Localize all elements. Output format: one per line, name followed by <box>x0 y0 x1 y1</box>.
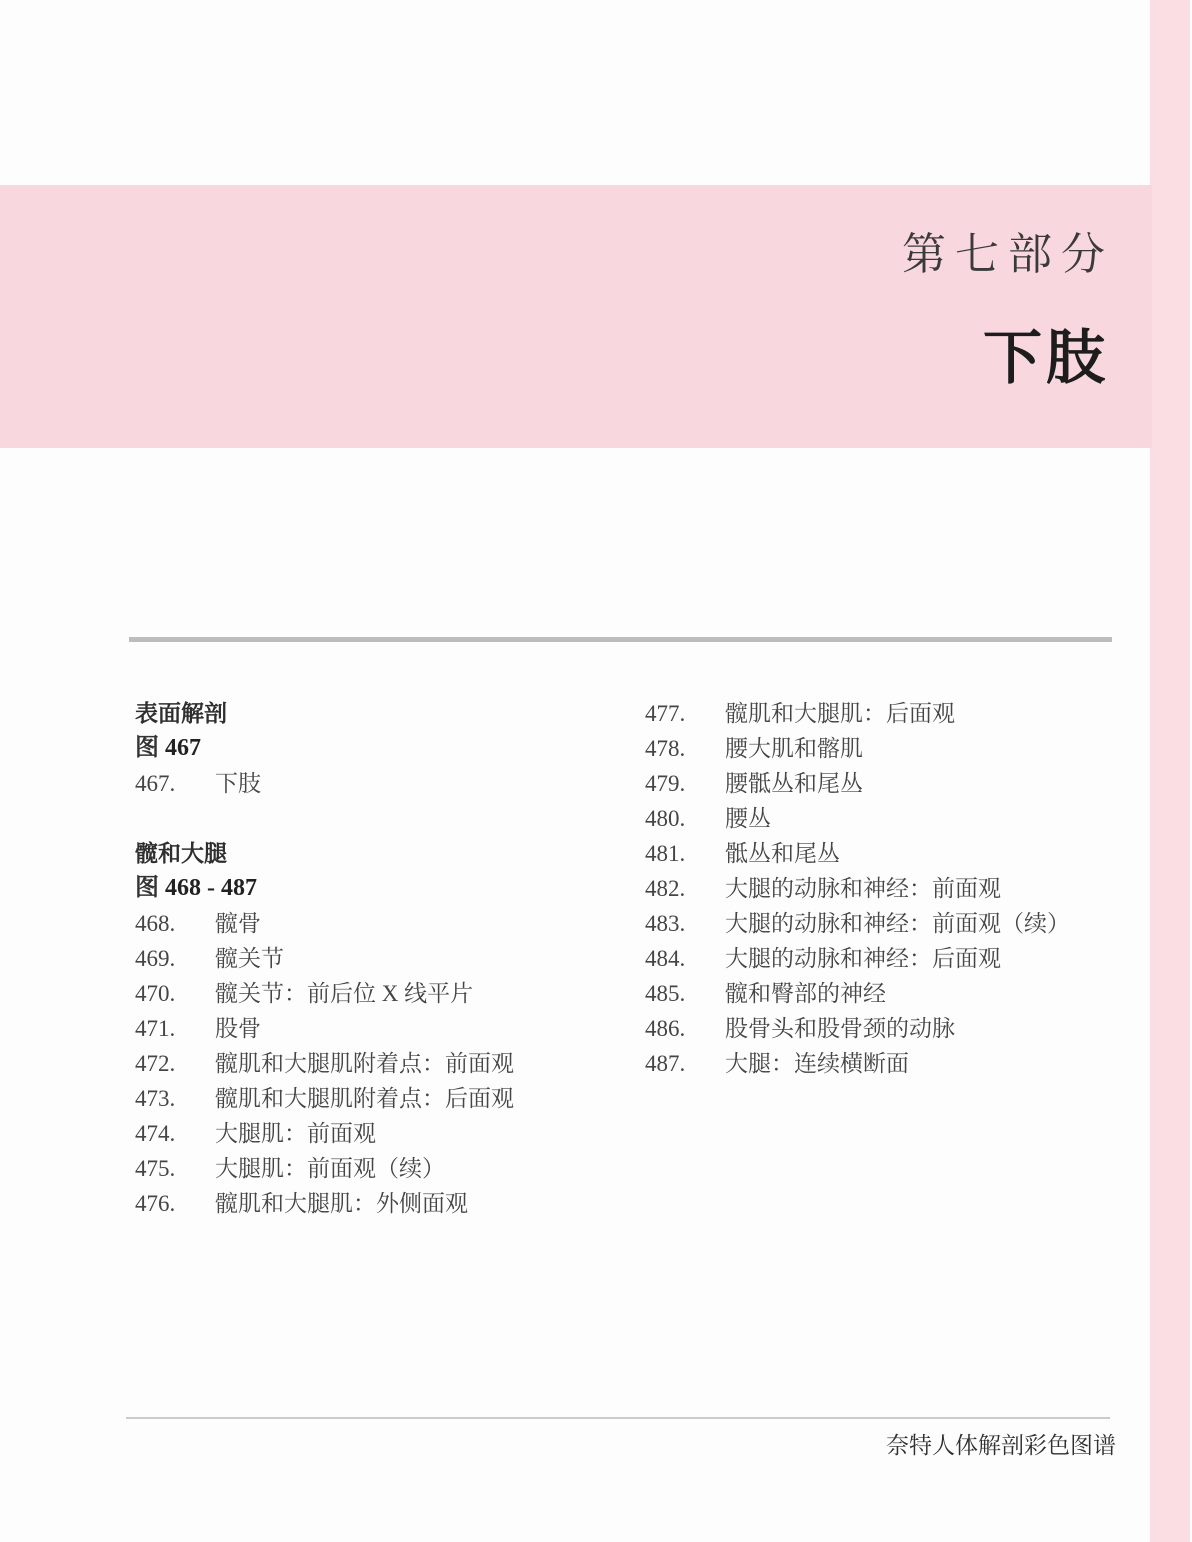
toc-item-title: 大腿的动脉和神经：前面观 <box>725 876 1001 901</box>
toc-item-number: 487. <box>645 1051 686 1076</box>
top-divider-rule <box>129 637 1112 642</box>
toc-item <box>135 1116 635 1151</box>
toc-item-title: 大腿：连续横断面 <box>725 1051 909 1076</box>
toc-item <box>645 766 1145 801</box>
toc-item <box>645 906 1145 941</box>
toc-item-number: 470. <box>135 981 176 1006</box>
toc-item-title: 腰丛 <box>725 806 771 831</box>
toc-item-number: 468. <box>135 911 176 936</box>
toc-item-title: 腰大肌和髂肌 <box>725 736 863 761</box>
toc-figure-range <box>135 871 635 906</box>
toc-section-header: 表面解剖 <box>135 700 227 726</box>
toc-item-title: 髋关节 <box>215 946 284 971</box>
figure-prefix: 图 <box>135 735 159 761</box>
toc-item <box>645 976 1145 1011</box>
toc-item-title: 髋关节：前后位 X 线平片 <box>215 981 474 1006</box>
toc-item-number: 484. <box>645 946 686 971</box>
toc-item <box>135 1186 635 1221</box>
toc-item <box>645 1046 1145 1081</box>
toc-item <box>135 1151 635 1186</box>
toc-right-column <box>645 696 1145 1081</box>
toc-item-title: 髋肌和大腿肌附着点：后面观 <box>215 1086 514 1111</box>
toc-item <box>645 731 1145 766</box>
toc-item-number: 478. <box>645 736 686 761</box>
toc-item-number: 480. <box>645 806 686 831</box>
part-title-band <box>0 185 1152 448</box>
toc-item-title: 髋骨 <box>215 911 261 936</box>
toc-item-title: 骶丛和尾丛 <box>725 841 840 866</box>
toc-item <box>135 941 635 976</box>
toc-item <box>135 1011 635 1046</box>
toc-item <box>135 1081 635 1116</box>
toc-item <box>645 801 1145 836</box>
toc-spacer <box>135 801 635 836</box>
toc-item-number: 486. <box>645 1016 686 1041</box>
part-label: 第七部分 <box>902 230 1114 279</box>
toc-item <box>645 1011 1145 1046</box>
toc-item-title: 髋肌和大腿肌：外侧面观 <box>215 1191 468 1216</box>
toc-item-number: 473. <box>135 1086 176 1111</box>
toc-item-title: 髋肌和大腿肌附着点：前面观 <box>215 1051 514 1076</box>
toc-item-title: 大腿肌：前面观（续） <box>215 1156 445 1181</box>
toc-item-number: 482. <box>645 876 686 901</box>
toc-item-title: 下肢 <box>215 771 261 796</box>
toc-figure-range <box>135 731 635 766</box>
page-edge-stripe <box>1150 0 1190 1542</box>
toc-item-number: 471. <box>135 1016 176 1041</box>
book-title-footer: 奈特人体解剖彩色图谱 <box>886 1432 1116 1458</box>
toc-item-number: 472. <box>135 1051 176 1076</box>
toc-item-title: 大腿肌：前面观 <box>215 1121 376 1146</box>
toc-item-number: 485. <box>645 981 686 1006</box>
part-title: 下肢 <box>982 325 1109 391</box>
toc-item <box>135 906 635 941</box>
toc-item <box>645 871 1145 906</box>
bottom-divider-rule <box>126 1417 1110 1419</box>
toc-item-number: 476. <box>135 1191 176 1216</box>
toc-item-title: 腰骶丛和尾丛 <box>725 771 863 796</box>
toc-item-title: 髋和臀部的神经 <box>725 981 886 1006</box>
toc-left-column <box>135 696 635 1221</box>
toc-item-number: 469. <box>135 946 176 971</box>
toc-item-title: 股骨 <box>215 1016 261 1041</box>
toc-item-title: 髋肌和大腿肌：后面观 <box>725 701 955 726</box>
toc-item <box>645 696 1145 731</box>
toc-item-title: 股骨头和股骨颈的动脉 <box>725 1016 955 1041</box>
toc-item-title: 大腿的动脉和神经：后面观 <box>725 946 1001 971</box>
toc-item <box>645 941 1145 976</box>
toc-item <box>135 976 635 1011</box>
figure-numbers: 467 <box>165 735 201 761</box>
part-heading <box>902 230 1114 391</box>
toc-item-number: 467. <box>135 771 176 796</box>
toc-item <box>645 836 1145 871</box>
toc-item-number: 483. <box>645 911 686 936</box>
toc-item <box>135 766 635 801</box>
toc-section-header: 髋和大腿 <box>135 840 227 866</box>
figure-numbers: 468 - 487 <box>165 875 257 901</box>
toc-item-title: 大腿的动脉和神经：前面观（续） <box>725 911 1070 936</box>
figure-prefix: 图 <box>135 875 159 901</box>
toc-item-number: 479. <box>645 771 686 796</box>
toc-item-number: 475. <box>135 1156 176 1181</box>
toc-item <box>135 1046 635 1081</box>
toc-item-number: 474. <box>135 1121 176 1146</box>
toc-item-number: 481. <box>645 841 686 866</box>
toc-item-number: 477. <box>645 701 686 726</box>
